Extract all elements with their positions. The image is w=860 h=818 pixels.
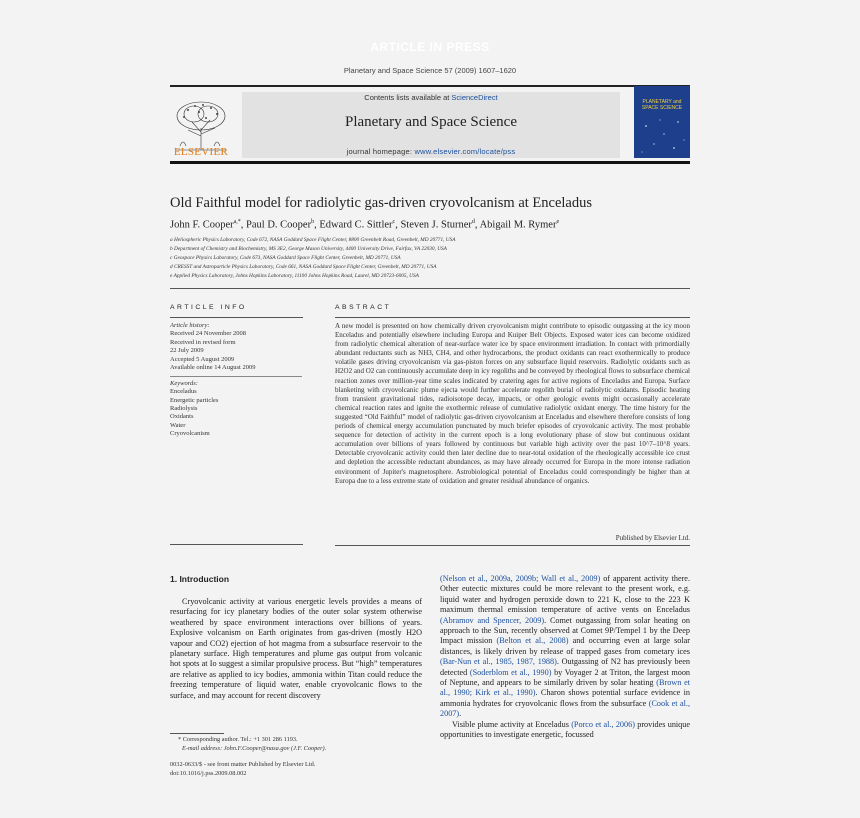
author-affiliation-marker[interactable]: e — [556, 219, 560, 225]
author-affiliation-marker[interactable]: c — [392, 219, 396, 225]
history-item: Accepted 5 August 2009 — [170, 355, 235, 363]
keyword: Energetic particles — [170, 396, 219, 404]
journal-reference: Planetary and Space Science 57 (2009) 1607–1620 — [343, 66, 517, 75]
paragraph-text: provides unique opportunities to investigate energetic, focussed — [440, 719, 691, 740]
paragraph-text: . Charon shows potential surface evidence in ammonia hydrates for cryovolcanic flows from the subsurface — [440, 688, 690, 708]
author-name[interactable]: Paul D. Cooper — [246, 219, 312, 231]
homepage-prefix: journal homepage: — [346, 147, 415, 156]
history-item: Received in revised form — [170, 338, 236, 346]
author-name[interactable]: Steven J. Sturner — [400, 219, 472, 231]
masthead-rule — [170, 161, 690, 164]
paragraph-text: . Comet outgassing from solar heating on approach to the Sun, recently observed at Comet 9P/Tempel 1 by the Deep Impact mission — [440, 615, 690, 646]
email-note[interactable]: E-mail address: John.F.Cooper@nasa.gov (J.F. Cooper). — [182, 744, 327, 752]
citation-link[interactable]: (Brown et al., 1990; Kirk et al., 1990) — [440, 678, 690, 698]
keyword: Water — [170, 421, 186, 429]
front-matter — [170, 761, 430, 778]
author-name[interactable]: Edward C. Sittler — [319, 219, 393, 231]
article-info-heading: ARTICLE INFO — [170, 304, 247, 311]
footnote-rule — [170, 733, 224, 734]
affiliation: a Heliospheric Physics Laboratory, Code 672, NASA Goddard Space Flight Center, 8800 Greenbelt Road, Greenbelt, MD 20771, USA — [170, 237, 456, 243]
paragraph-text: of apparent activity there. Other eutectic mixtures could be more relevant to the present work, e.g. liquid water and hydrogen peroxide down to 221 K, close to the 223 K maximum thermal emission temperature of active vents on Enceladus — [440, 574, 690, 615]
top-rule — [170, 85, 690, 87]
watermark: ARTICLE IN PRESS — [370, 40, 490, 54]
abstract-bottom-rule — [335, 545, 690, 546]
history-item: Available online 14 August 2009 — [170, 364, 256, 372]
keyword: Cryovolcanism — [170, 430, 210, 438]
info-rule — [170, 317, 303, 318]
affiliation: e Applied Physics Laboratory, Johns Hopkins Laboratory, 11100 Johns Hopkins Road, Laurel, MD 20723-6005, USA — [170, 273, 419, 279]
paragraph-text: Visible plume activity at Enceladus — [452, 719, 572, 729]
author-affiliation-marker[interactable]: d — [471, 219, 475, 225]
contents-prefix: Contents lists available at — [364, 93, 452, 102]
citation-link[interactable]: (Belton et al., 2008) — [496, 636, 569, 646]
abstract-text: A new model is presented on how chemically driven cryovolcanism might contribute to episodic outgassing at the icy moon Enceladus and potentially elsewhere including Europa and Kuiper Belt Objects. Exposed water ices can become oxidized from radiolytic chemical alteration of near-surface water ice by space environment irradiation. In contact with primordially abundant reductants such as NH3, CH4, and other hydrocarbons, the product oxidants can react exothermically to produce volatile gases driving cryovolcanism via gas-piston forces on any subsurface liquid reservoirs. Radiolytic oxidants such as H2O2 and O2 can continuously accumulate deep in icy regoliths and be conveyed by rheological flows to subsurface chemical reaction zones over million-year time scales indicated by cratering ages for active regions of Enceladus and Europa. Surface blanketing with cryovolcanic plume ejecta would further accelerate regolith burial of radiolytic oxidants. Episodic heating from transient gravitational tides, radioisotope decay, impacts, or other geologic events might occasionally accelerate chemical reaction rates and ignite the exothermic release of cumulative radiolytic oxidant energy. The time history for the suggested “Old Faithful” model of radiolytic gas-driven cryovolcanism at Enceladus and elsewhere therefore consists of long periods of chemical energy accumulation punctuated by much briefer episodes of cryovolcanic activity. The most probable sequence for detection of activity in the current epoch is a long evolutionary phase of slow but continuous oxidant accumulation over billions of years followed by continuous but variable high activity over the past 10^7–10^8 years. Detectable cryovolcanic activity could then later decline due to near-total oxidation of the rheologically accessible ice crust and depletion the accessible reductant abundances, as may have already occurred for Europa in the more intense radiation environment of Jupiter's magnetosphere. Astrobiological potential of Enceladus could correspondingly be higher than at Europa due to a less extreme state of oxidation and greater residual abundance of organics. — [335, 322, 690, 485]
footnote — [170, 736, 430, 753]
section-rule — [170, 288, 690, 289]
cover-starfield — [634, 86, 690, 158]
citation-link[interactable]: (Abramov and Spencer, 2009) — [440, 615, 545, 625]
contents-line — [242, 93, 620, 102]
journal-cover — [634, 86, 690, 158]
corresponding-author-note: * Corresponding author. Tel.: +1 301 286 1193. — [178, 736, 298, 743]
citation-link[interactable]: (Soderblom et al., 1990) — [469, 667, 552, 677]
keywords-label: Keywords: — [170, 379, 198, 387]
affiliation: b Department of Chemistry and Biochemistry, MS 3E2, George Mason University, 4400 University Drive, Fairfax, VA 22030, USA — [170, 246, 447, 252]
doi-line[interactable]: doi:10.1016/j.pss.2009.08.002 — [170, 769, 247, 777]
citation-link[interactable]: (Bar-Nun et al., 1985, 1987, 1988) — [440, 657, 557, 667]
publisher-line: Published by Elsevier Ltd. — [615, 534, 690, 542]
history-item: 22 July 2009 — [170, 347, 204, 355]
paragraph-text: and occurring even at large solar distances, is likely driven by release of trapped gases from cometary ices — [440, 636, 691, 656]
citation-link[interactable]: (Nelson et al., 2009a, 2009b; Wall et al., 2009) — [440, 574, 601, 583]
paragraph-text: by Voyager 2 at Triton, the largest moon of Neptune, and appears to be similarly driven by solar heating — [440, 667, 691, 688]
intro-paragraph-2 — [440, 574, 690, 720]
journal-masthead — [242, 92, 620, 158]
author-affiliation-marker[interactable]: b — [311, 219, 315, 225]
journal-title: Planetary and Space Science — [344, 114, 517, 130]
author-name[interactable]: John F. Cooper — [170, 219, 234, 231]
intro-column-2 — [440, 574, 690, 741]
cover-title: PLANETARY and SPACE SCIENCE — [641, 99, 683, 111]
section-heading-introduction: 1. Introduction — [170, 574, 230, 584]
intro-paragraph-3 — [440, 720, 690, 741]
sciencedirect-link[interactable]: ScienceDirect — [451, 93, 498, 102]
affiliation: c Geospace Physics Laboratory, Code 673, NASA Goddard Space Flight Center, Greenbelt, MD 20771, USA — [170, 255, 401, 261]
abstract-rule — [335, 317, 690, 318]
citation-link[interactable]: (Porco et al., 2006) — [571, 719, 635, 729]
author-affiliation-marker[interactable]: a,* — [233, 219, 241, 225]
paragraph-text: . Outgassing of N2 has previously been detected — [440, 657, 690, 677]
homepage-link[interactable]: www.elsevier.com/locate/pss — [414, 147, 516, 156]
citation-link[interactable]: (Cook et al., 2007) — [440, 698, 690, 719]
author-list: John F. Cooper$^{a,*}$, Paul D. Cooper$^b$, Edward C. Sittler$^c$, Steven J. Sturner$^d$, Abigail M. Rymer$^e$ — [170, 219, 560, 231]
affiliation: d CRESST and Astroparticle Physics Laboratory, Code 661, NASA Goddard Space Flight Center, Greenbelt, MD 20771, USA — [170, 264, 437, 270]
history-label: Article history: — [170, 322, 210, 329]
abstract-heading: ABSTRACT — [335, 304, 392, 311]
info-bottom-rule — [170, 544, 303, 545]
elsevier-wordmark: ELSEVIER — [173, 146, 229, 158]
journal-homepage — [242, 147, 620, 156]
paragraph-text: . — [459, 709, 462, 719]
intro-paragraph-1: Cryovolcanic activity at various energetic levels provides a means of resurfacing for icy planetary bodies of the outer solar system otherwise weathered by space environment interactions over billions of years. Explosive volcanism on Earth originates from gas-driven (mostly H2O vapour and CO2) ejection of hot magma from a subsurface reservoir to the planetary surface. High temperatures and plume gas output from volcanic hot spots at Io suggest a similar propulsive process. But “high” temperatures are relative as applied to icy bodies, ammonia within Titan could reduce the freezing temperature of liquid water, enable cryovolcanic flows to the surface, and may account for recent discovery — [170, 597, 422, 700]
author-name[interactable]: Abigail M. Rymer — [479, 219, 557, 231]
keyword: Radiolysis — [170, 404, 198, 412]
article-info — [170, 322, 302, 439]
keyword: Oxidants — [170, 413, 194, 421]
info-divider — [170, 376, 302, 377]
issn-line: 0032-0633/$ - see front matter Published by Elsevier Ltd. — [170, 761, 316, 768]
article-title: Old Faithful model for radiolytic gas-driven cryovolcanism at Enceladus — [170, 195, 592, 211]
keyword: Enceladus — [170, 388, 197, 396]
history-item: Received 24 November 2008 — [170, 330, 246, 338]
